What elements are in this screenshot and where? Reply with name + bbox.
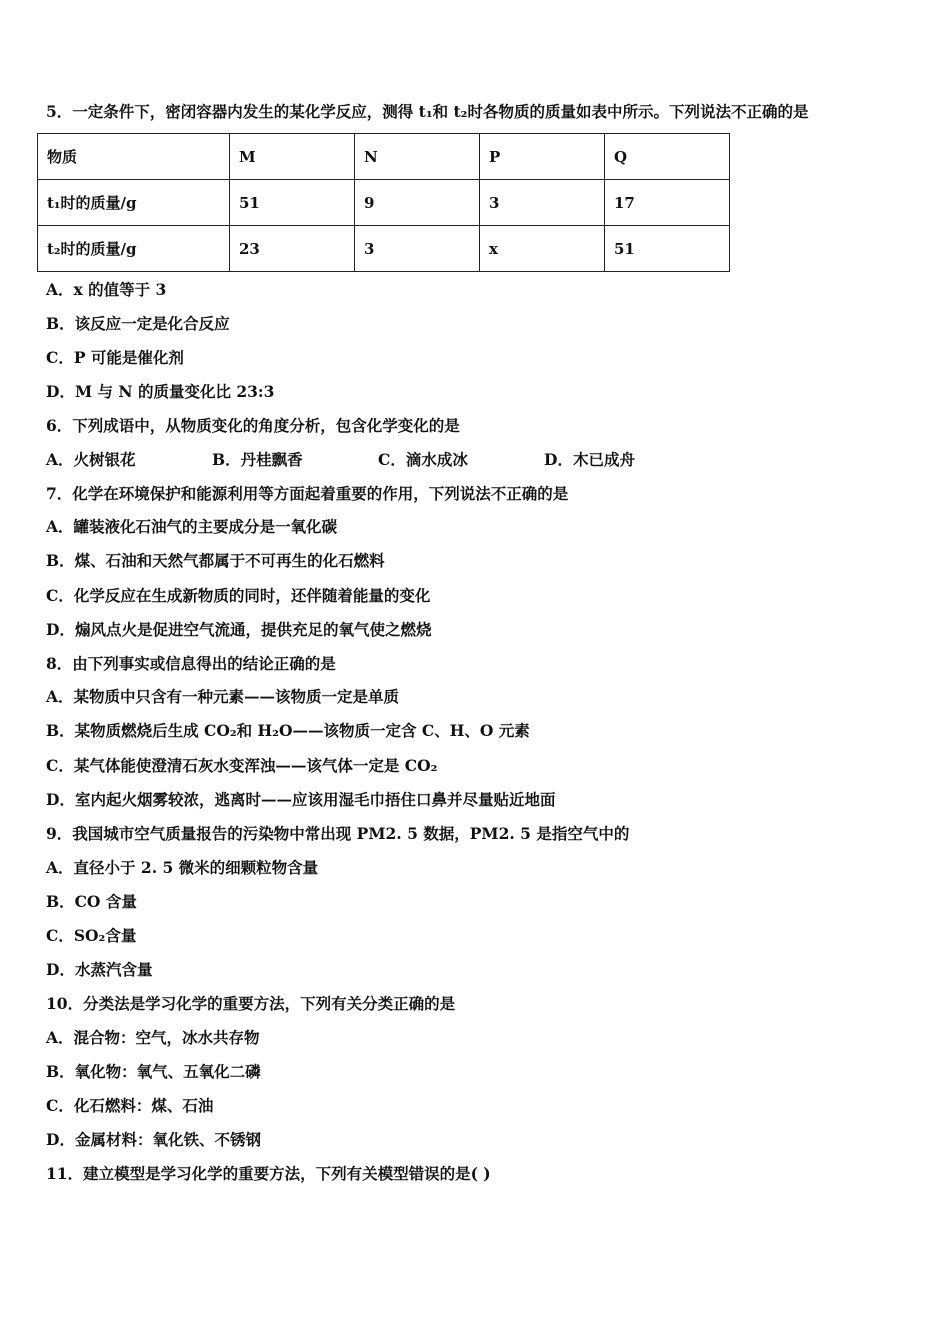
option-row	[46, 450, 635, 470]
table-header-cell: 物质	[38, 134, 230, 180]
mass-table	[37, 133, 730, 272]
question-8-title: 8．由下列事实或信息得出的结论正确的是	[46, 654, 336, 673]
option-b: B．CO 含量	[46, 892, 137, 911]
option-c: C．滴水成冰	[378, 450, 468, 469]
table-cell: x	[480, 226, 605, 272]
option-c: C．P 可能是催化剂	[46, 348, 184, 367]
table-header-cell: Q	[605, 134, 730, 180]
option-d: D．木已成舟	[544, 450, 635, 469]
option-c: C．化学反应在生成新物质的同时，还伴随着能量的变化	[46, 586, 431, 605]
question-9-title: 9．我国城市空气质量报告的污染物中常出现 PM2. 5 数据，PM2. 5 是指空气中的	[46, 824, 630, 843]
question-11-title: 11．建立模型是学习化学的重要方法，下列有关模型错误的是( )	[46, 1164, 491, 1183]
option-a: A．某物质中只含有一种元素——该物质一定是单质	[46, 687, 400, 706]
table-header-row	[38, 134, 730, 180]
option-d: D．M 与 N 的质量变化比 23:3	[46, 382, 275, 401]
option-a: A．罐装液化石油气的主要成分是一氧化碳	[46, 517, 338, 536]
question-5-title: 5．一定条件下，密闭容器内发生的某化学反应，测得 t₁和 t₂时各物质的质量如表中所示。下列说法不正确的是	[46, 102, 809, 121]
table-cell: 51	[230, 180, 355, 226]
table-row	[38, 226, 730, 272]
table-header-cell: N	[355, 134, 480, 180]
option-b: B．煤、石油和天然气都属于不可再生的化石燃料	[46, 551, 385, 570]
option-a: A．混合物：空气，冰水共存物	[46, 1028, 260, 1047]
table-cell: t₁时的质量/g	[38, 180, 230, 226]
option-d: D．室内起火烟雾较浓，逃离时——应该用湿毛巾捂住口鼻并尽量贴近地面	[46, 790, 556, 809]
table-cell: t₂时的质量/g	[38, 226, 230, 272]
option-d: D．金属材料：氧化铁、不锈钢	[46, 1130, 261, 1149]
table-cell: 9	[355, 180, 480, 226]
option-b: B．该反应一定是化合反应	[46, 314, 230, 333]
table-cell: 3	[480, 180, 605, 226]
option-c: C．化石燃料：煤、石油	[46, 1096, 214, 1115]
table-header-cell: M	[230, 134, 355, 180]
table-cell: 23	[230, 226, 355, 272]
option-c: C．某气体能使澄清石灰水变浑浊——该气体一定是 CO₂	[46, 756, 438, 775]
question-7-title: 7．化学在环境保护和能源利用等方面起着重要的作用，下列说法不正确的是	[46, 484, 569, 503]
option-a: A．x 的值等于 3	[46, 280, 167, 299]
table-cell: 3	[355, 226, 480, 272]
question-6-title: 6．下列成语中，从物质变化的角度分析，包含化学变化的是	[46, 416, 460, 435]
option-b: B．某物质燃烧后生成 CO₂和 H₂O——该物质一定含 C、H、O 元素	[46, 721, 530, 740]
option-b: B．丹桂飘香	[212, 450, 303, 469]
option-a: A．直径小于 2. 5 微米的细颗粒物含量	[46, 858, 319, 877]
question-10-title: 10．分类法是学习化学的重要方法，下列有关分类正确的是	[46, 994, 456, 1013]
table-cell: 17	[605, 180, 730, 226]
option-c: C．SO₂含量	[46, 926, 137, 945]
table-row	[38, 180, 730, 226]
table-header-cell: P	[480, 134, 605, 180]
option-b: B．氧化物：氧气、五氧化二磷	[46, 1062, 261, 1081]
option-a: A．火树银花	[46, 450, 136, 469]
table-cell: 51	[605, 226, 730, 272]
option-d: D．水蒸汽含量	[46, 960, 153, 979]
option-d: D．煽风点火是促进空气流通，提供充足的氧气使之燃烧	[46, 620, 432, 639]
